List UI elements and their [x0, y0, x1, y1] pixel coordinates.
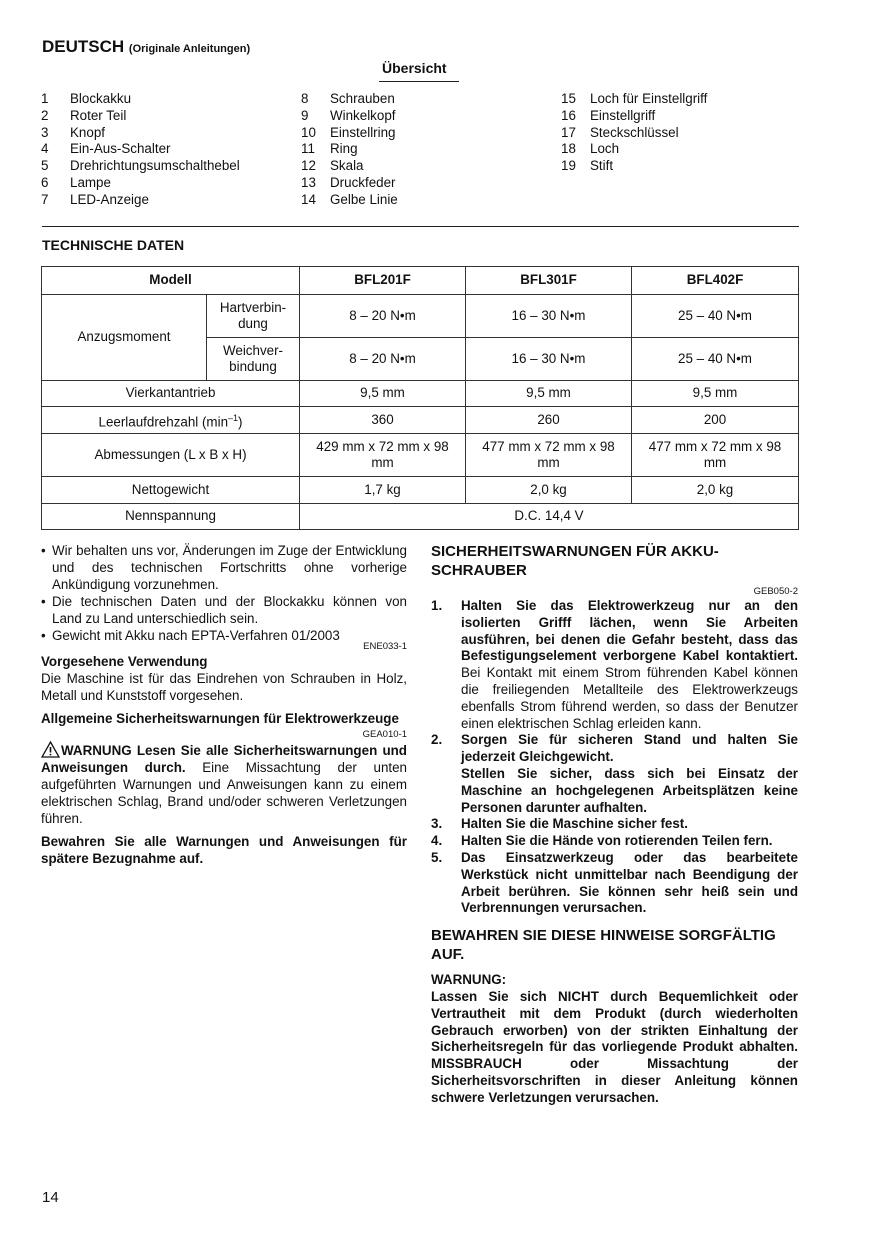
no-load-speed-label: Leerlaufdrehzahl $(\min^{-1})$ [42, 407, 300, 434]
specs-title: TECHNISCHE DATEN [42, 237, 185, 253]
overview-underline [379, 81, 459, 82]
language-title: DEUTSCH [42, 37, 125, 56]
list-item: 8 Schrauben [301, 91, 395, 106]
page-number: 14 [42, 1189, 59, 1206]
warning-text: Lassen Sie sich NICHT durch Bequemlichkeit oder Vertrautheit mit dem Produkt (durch wiederholten Gebrauch erworben) von der strikten Einhaltung der Sicherheitsregeln für das vorliegende Produkt abhalten. MISSBRAUCH oder Missachtung der Sicherheitsvorschriften in dieser Anleitung können schwere Verletzungen verursachen. [431, 988, 798, 1105]
header-bfl402f: BFL402F [632, 267, 799, 295]
list-item: 12 Skala [301, 158, 364, 174]
list-item: 13 Druckfeder [301, 174, 396, 190]
section-divider [42, 226, 799, 227]
list-item: 17 Steckschlüssel [561, 124, 679, 140]
doc-code: GEB050-2 [753, 586, 798, 597]
list-item: 10 Einstellring [301, 124, 396, 140]
table-row: Abmessungen (L x B x H) 429 mm x 72 mm x 98 mm 477 mm x 72 mm x 98 mm 477 mm x 72 mm x 98 mm [42, 434, 799, 477]
overview-title: Übersicht [382, 60, 447, 76]
table-header-row [42, 267, 799, 295]
doc-code: GEA010-1 [362, 729, 407, 740]
list-item: 3. Halten Sie die Maschine sicher fest. [431, 816, 688, 832]
list-item: 5 Drehrichtungsumschalthebel [41, 158, 240, 174]
list-item: 18 Loch [561, 141, 620, 157]
torque-hard-label: Hartverbin-dung [207, 295, 300, 338]
list-item: 19 Stift [561, 158, 614, 174]
list-item: • Gewicht mit Akku nach EPTA-Verfahren 01/2003 [41, 628, 340, 643]
list-item: • Wir behalten uns vor, Änderungen im Zuge der Entwicklung und des technischen Fortschritts ohne vorherige Ankündigung vorzunehmen. [41, 543, 407, 592]
header-model: Modell [42, 267, 300, 295]
list-item: 4. Halten Sie die Hände von rotierenden Teilen fern. [431, 833, 773, 849]
torque-soft-label: Weichver-bindung [207, 338, 300, 381]
list-item: 5. Das Einsatzwerkzeug oder das bearbeitete Werkstück nicht unmittelbar nach Beendigung der Arbeit berühren. Sie können sehr heiß sein und Verbrennungen verursachen. [431, 849, 798, 916]
list-item: 6 Lampe [41, 174, 111, 190]
keep-instructions: Bewahren Sie alle Warnungen und Anweisungen für spätere Bezugnahme auf. [41, 834, 407, 866]
header-bfl301f: BFL301F [466, 267, 632, 295]
language-note: (Originale Anleitungen) [128, 43, 251, 55]
list-item: 1. Halten Sie das Elektrowerkzeug nur an den isolierten Grifff lächen, wenn Sie Arbeiten ausführen, bei denen die Gefahr besteht, dass das Befestigungselement verborgene Kabel kontaktiert. Bei Kontakt mit einem Strom führenden Kabel können die freiliegenden Metallteile des Elektrowerkzeugs ebenfalls Strom führend werden, so dass der Benutzer einen elektrischen Schlag erleiden kann. [431, 598, 798, 731]
specs-table [41, 266, 799, 530]
general-warnings-title: Allgemeine Sicherheitswarnungen für Elektrowerkzeuge [41, 711, 399, 726]
table-row: Nennspannung D.C. 14,4 V [42, 504, 799, 530]
left-column [41, 542, 407, 867]
warning-paragraph: WARNUNG Lesen Sie alle Sicherheitswarnungen und Anweisungen durch. Eine Missachtung der unten aufgeführten Warnungen und Anweisungen kann zu einem elektrischen Schlag, Brand und/oder schweren Verletzungen führen. [41, 743, 408, 826]
doc-code: ENE033-1 [363, 641, 407, 652]
list-item: 15 Loch für Einstellgriff [561, 91, 708, 106]
right-column [431, 542, 798, 1107]
list-item: 1 Blockakku [41, 91, 132, 106]
overview-column-2 [301, 91, 398, 209]
table-row: Leerlaufdrehzahl $(\min^{-1})$ 360 260 200 [42, 407, 799, 434]
overview-column-1 [41, 91, 240, 209]
table-row: Anzugsmoment Hartverbin-dung 8 – 20 N•m 16 – 30 N•m 25 – 40 N•m [42, 295, 799, 338]
torque-label: Anzugsmoment [42, 295, 207, 381]
intended-use-title: Vorgesehene Verwendung [41, 654, 208, 669]
intended-use-text: Die Maschine ist für das Eindrehen von Schrauben in Holz, Metall und Kunststoff vorgesehen. [41, 671, 407, 703]
table-row: Vierkantantrieb 9,5 mm 9,5 mm 9,5 mm [42, 381, 799, 407]
list-item: 2 Roter Teil [41, 107, 127, 123]
overview-column-3 [561, 91, 707, 175]
table-row: Nettogewicht 1,7 kg 2,0 kg 2,0 kg [42, 477, 799, 504]
list-item: 11 Ring [301, 141, 358, 157]
list-item: 3 Knopf [41, 124, 105, 140]
list-item: 9 Winkelkopf [301, 107, 396, 123]
list-item: 7 LED-Anzeige [41, 191, 149, 207]
warning-triangle-icon [41, 741, 60, 758]
header-bfl201f: BFL201F [300, 267, 466, 295]
keep-hints-title: BEWAHREN SIE DIESE HINWEISE SORGFÄLTIG AUF. [431, 927, 776, 964]
table-row: Weichver-bindung 8 – 20 N•m 16 – 30 N•m 25 – 40 N•m [42, 338, 799, 381]
list-item: • Die technischen Daten und der Blockakku können von Land zu Land unterschiedlich sein. [41, 594, 407, 626]
list-item: 14 Gelbe Linie [301, 191, 398, 207]
list-item: 2. Sorgen Sie für sicheren Stand und halten Sie jederzeit Gleichgewicht. Stellen Sie sicher, dass sich bei Einsatz der Maschine an hochgelegenen Arbeitsplätzen keine Personen darunter aufhalten. [431, 732, 798, 815]
page-language-header [42, 37, 250, 57]
list-item: 4 Ein-Aus-Schalter [41, 141, 171, 157]
safety-title: SICHERHEITSWARNUNGEN FÜR AKKU-SCHRAUBER [431, 543, 719, 579]
list-item: 16 Einstellgriff [561, 107, 656, 123]
warning-label: WARNUNG: [431, 972, 507, 988]
